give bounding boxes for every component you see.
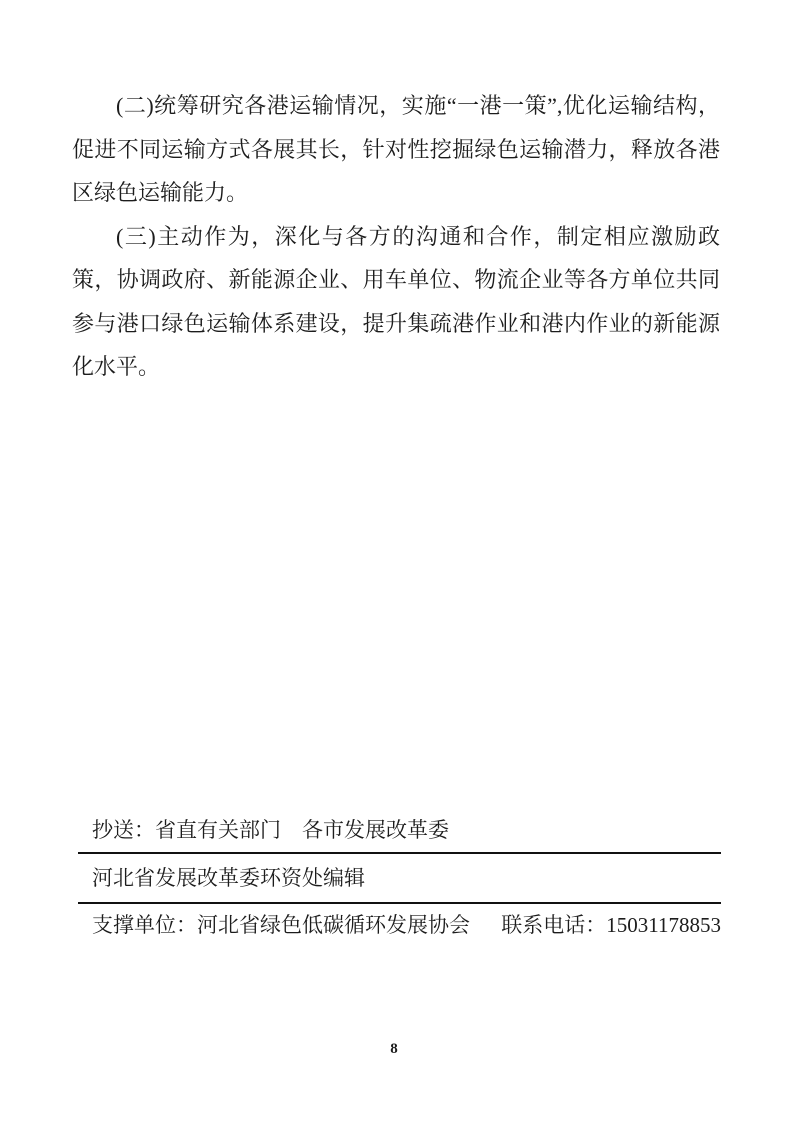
- body-paragraph-2: (二)统筹研究各港运输情况，实施“一港一策”,优化运输结构，促进不同运输方式各展其长，针对性挖掘绿色运输潜力，释放各港区绿色运输能力。: [72, 93, 720, 205]
- support-unit-text: 支撑单位：河北省绿色低碳循环发展协会: [92, 913, 470, 937]
- copy-to-line: 抄送：省直有关部门 各市发展改革委: [92, 818, 449, 842]
- document-body: [72, 84, 720, 389]
- editor-line: 河北省发展改革委环资处编辑: [78, 852, 721, 902]
- support-unit-line: [78, 902, 721, 938]
- document-footer-block: [78, 815, 721, 938]
- body-paragraph-3: (三)主动作为，深化与各方的沟通和合作，制定相应激励政策，协调政府、新能源企业、用车单位、物流企业等各方单位共同参与港口绿色运输体系建设，提升集疏港作业和港内作业的新能源化水平。: [72, 223, 720, 379]
- contact-phone-text: 联系电话：15031178853: [501, 913, 721, 937]
- page-number: 8: [390, 1041, 398, 1057]
